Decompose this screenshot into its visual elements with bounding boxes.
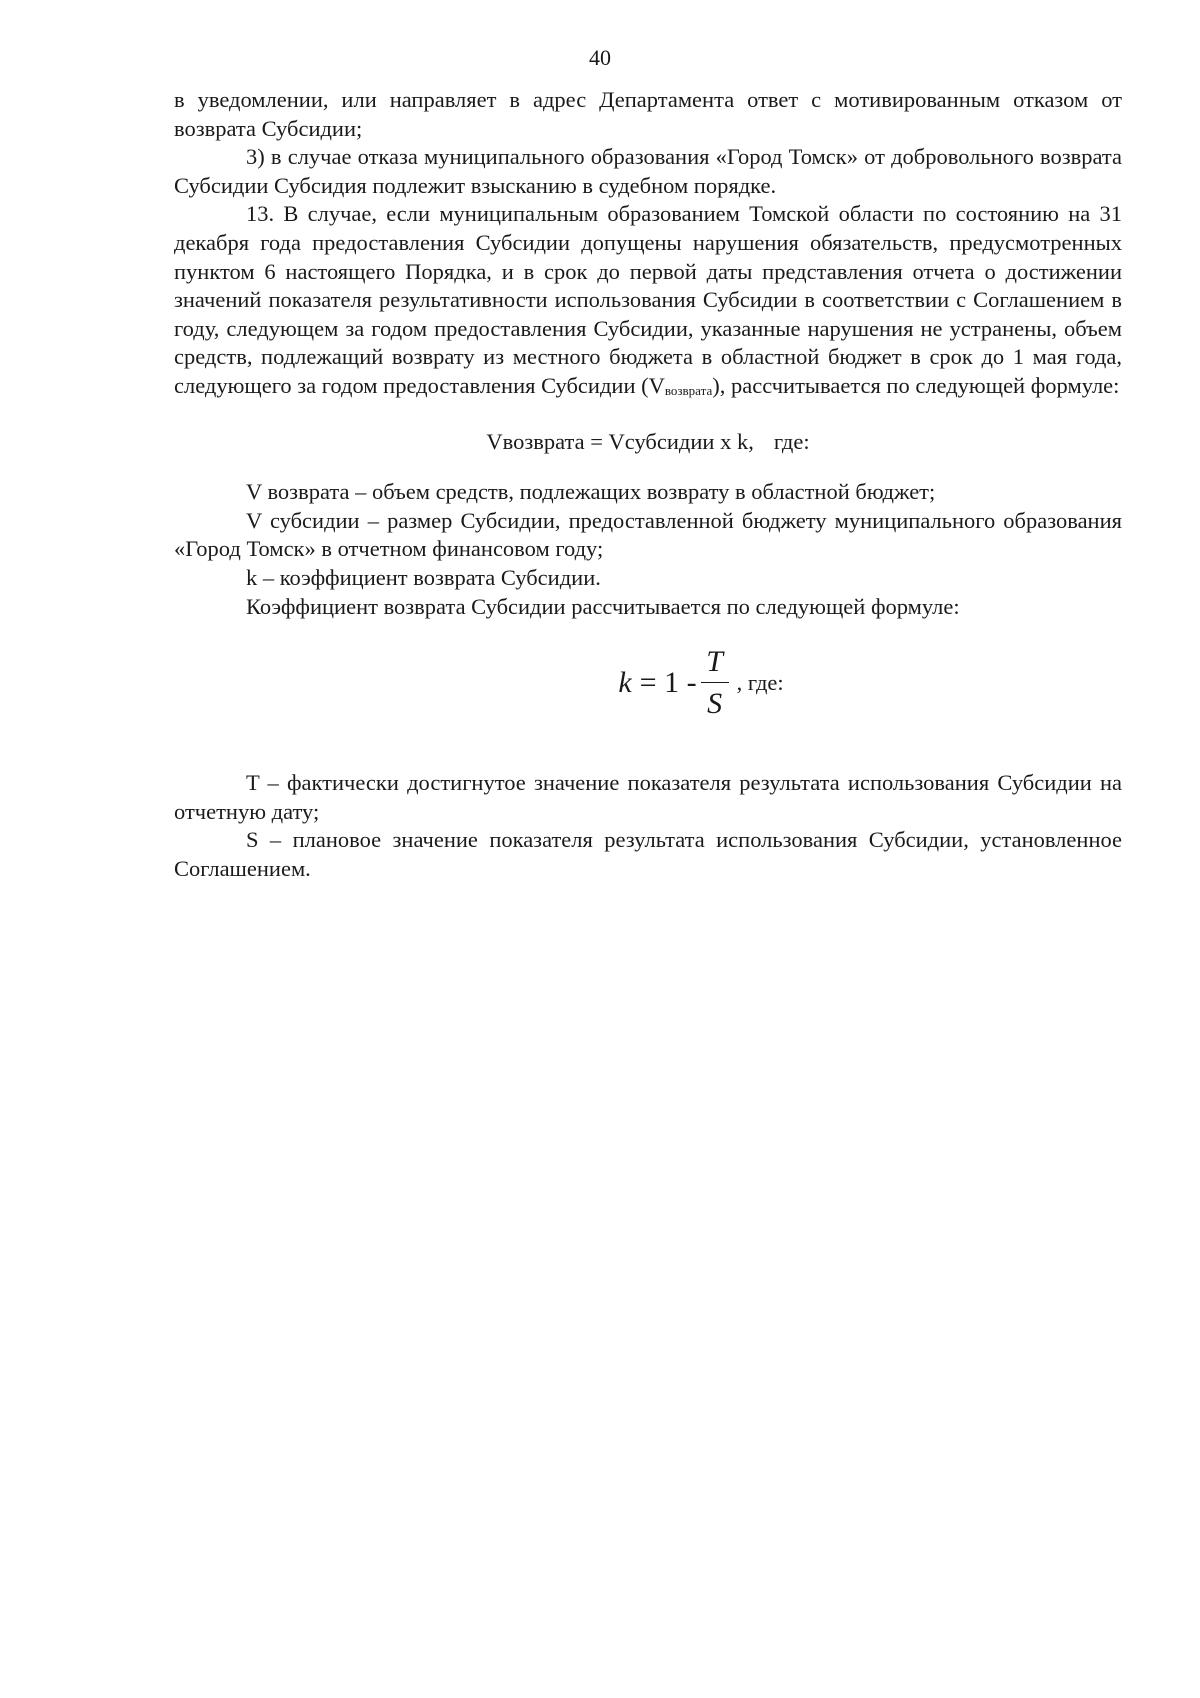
paragraph-refusal: 3) в случае отказа муниципального образования «Город Томск» от добровольного возврата Субсидии Субсидия подлежит взысканию в судебном порядке. bbox=[174, 144, 1122, 198]
document-body bbox=[174, 86, 1122, 883]
paragraph-item-13-text: 13. В случае, если муниципальным образованием Томской области по состоянию на 31 декабря года предоставления Субсидии допущены нарушения обязательств, предусмотренных пунктом 6 настоящего Порядка, и в срок до первой даты представления отчета о достижении значений показателя результативности использования Субсидии в соответствии с Соглашением в году, следующем за годом предоставления Субсидии, указанные нарушения не устранены, объем средств, подлежащий возврату из местного бюджета в областной бюджет в срок до 1 мая года, следующего за годом предоставления Субсидии (V bbox=[174, 201, 1122, 398]
formula-coefficient bbox=[174, 645, 1122, 735]
definition-v-return: V возврата – объем средств, подлежащих возврату в областной бюджет; bbox=[246, 479, 936, 505]
fraction bbox=[701, 645, 729, 721]
subscript-vozvrata: возврата bbox=[664, 382, 713, 398]
formula-coefficient-where: , где: bbox=[736, 669, 784, 695]
paragraph-item-13 bbox=[174, 200, 1122, 405]
definition-v-subsidy: V субсидии – размер Субсидии, предоставленной бюджету муниципального образования «Город Томск» в отчетном финансовом году; bbox=[174, 507, 1122, 562]
fraction-numerator: T bbox=[706, 645, 723, 679]
paragraph-notification: в уведомлении, или направляет в адрес Департамента ответ с мотивированным отказом от возврата Субсидии; bbox=[174, 87, 1122, 141]
formula-return-volume-where: где: bbox=[773, 428, 810, 454]
term-s: S – плановое значение показателя результата использования Субсидии, установленное Соглашением. bbox=[174, 827, 1122, 881]
formula-coefficient-lhs: k bbox=[618, 665, 632, 699]
term-t: T – фактически достигнутое значение показателя результата использования Субсидии на отчетную дату; bbox=[174, 770, 1122, 824]
formula-return-volume bbox=[174, 428, 1122, 457]
definition-coefficient-intro: Коэффициент возврата Субсидии рассчитывается по следующей формуле: bbox=[246, 593, 960, 619]
paragraph-item-13-tail: ), рассчитывается по следующей формуле: bbox=[712, 372, 1120, 398]
page-number: 40 bbox=[589, 45, 611, 70]
fraction-denominator: S bbox=[707, 687, 723, 721]
fraction-bar bbox=[701, 682, 729, 683]
definition-k: k – коэффициент возврата Субсидии. bbox=[246, 564, 601, 590]
formula-coefficient-expression bbox=[618, 645, 783, 721]
formula-return-volume-expression: Vвозврата = Vсубсидии x k, bbox=[486, 428, 754, 454]
formula-coefficient-equals: = 1 - bbox=[639, 665, 697, 699]
